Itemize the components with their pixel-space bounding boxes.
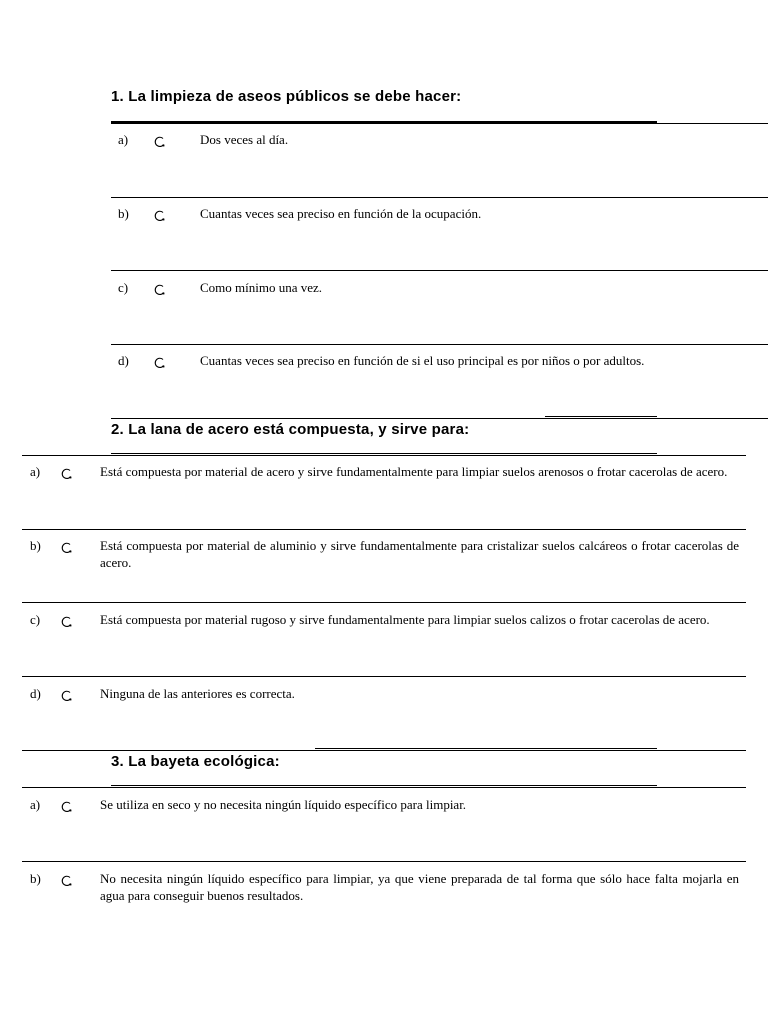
radio-button-icon[interactable]: [59, 615, 73, 629]
option-letter: b): [30, 871, 41, 886]
radio-button-icon[interactable]: [59, 689, 73, 703]
divider: [22, 455, 746, 456]
question-2-title: 2. La lana de acero está compuesta, y sirve para:: [111, 421, 470, 438]
option-text: Cuantas veces sea preciso en función de la ocupación.: [200, 206, 482, 221]
radio-button-icon[interactable]: [152, 283, 166, 297]
divider: [22, 861, 746, 862]
radio-button-icon[interactable]: [59, 541, 73, 555]
divider: [22, 529, 746, 530]
option-letter: d): [30, 686, 41, 701]
option-text: Cuantas veces sea preciso en función de si el uso principal es por niños o por adultos.: [200, 353, 645, 368]
divider: [545, 416, 657, 417]
option-text: Se utiliza en seco y no necesita ningún líquido específico para limpiar.: [100, 797, 467, 812]
option-letter: b): [118, 206, 129, 221]
radio-button-icon[interactable]: [152, 135, 166, 149]
option-letter: a): [30, 464, 41, 479]
radio-button-icon[interactable]: [59, 874, 73, 888]
option-text: Está compuesta por material de aluminio y sirve fundamentalmente para cristalizar suelos calcáreos o frotar cacerolas de acero.: [100, 538, 739, 570]
option-text: No necesita ningún líquido específico para limpiar, ya que viene preparada de tal forma que sólo hace falta mojarla en agua para conseguir buenos resultados.: [100, 871, 739, 903]
option-letter: c): [118, 280, 129, 295]
divider: [22, 676, 746, 677]
radio-button-icon[interactable]: [59, 467, 73, 481]
divider: [111, 123, 768, 124]
option-text: Dos veces al día.: [200, 132, 289, 147]
divider: [111, 785, 657, 786]
radio-button-icon[interactable]: [152, 209, 166, 223]
divider: [315, 748, 657, 749]
divider: [111, 418, 768, 419]
option-letter: c): [30, 612, 41, 627]
radio-button-icon[interactable]: [59, 800, 73, 814]
divider: [22, 602, 746, 603]
divider: [22, 750, 746, 751]
option-letter: b): [30, 538, 41, 553]
option-letter: a): [118, 132, 129, 147]
divider: [111, 270, 768, 271]
divider: [111, 197, 768, 198]
radio-button-icon[interactable]: [152, 356, 166, 370]
divider: [111, 344, 768, 345]
option-text: Como mínimo una vez.: [200, 280, 323, 295]
option-text: Está compuesta por material de acero y sirve fundamentalmente para limpiar suelos arenosos o frotar cacerolas de acero.: [100, 464, 728, 479]
divider: [111, 453, 657, 454]
divider: [22, 787, 746, 788]
option-text: Ninguna de las anteriores es correcta.: [100, 686, 295, 701]
question-3-title: 3. La bayeta ecológica:: [111, 753, 280, 770]
option-letter: a): [30, 797, 41, 812]
option-text: Está compuesta por material rugoso y sirve fundamentalmente para limpiar suelos calizos o frotar cacerolas de acero.: [100, 612, 710, 627]
question-1-title: 1. La limpieza de aseos públicos se debe hacer:: [111, 88, 462, 105]
option-letter: d): [118, 353, 129, 368]
